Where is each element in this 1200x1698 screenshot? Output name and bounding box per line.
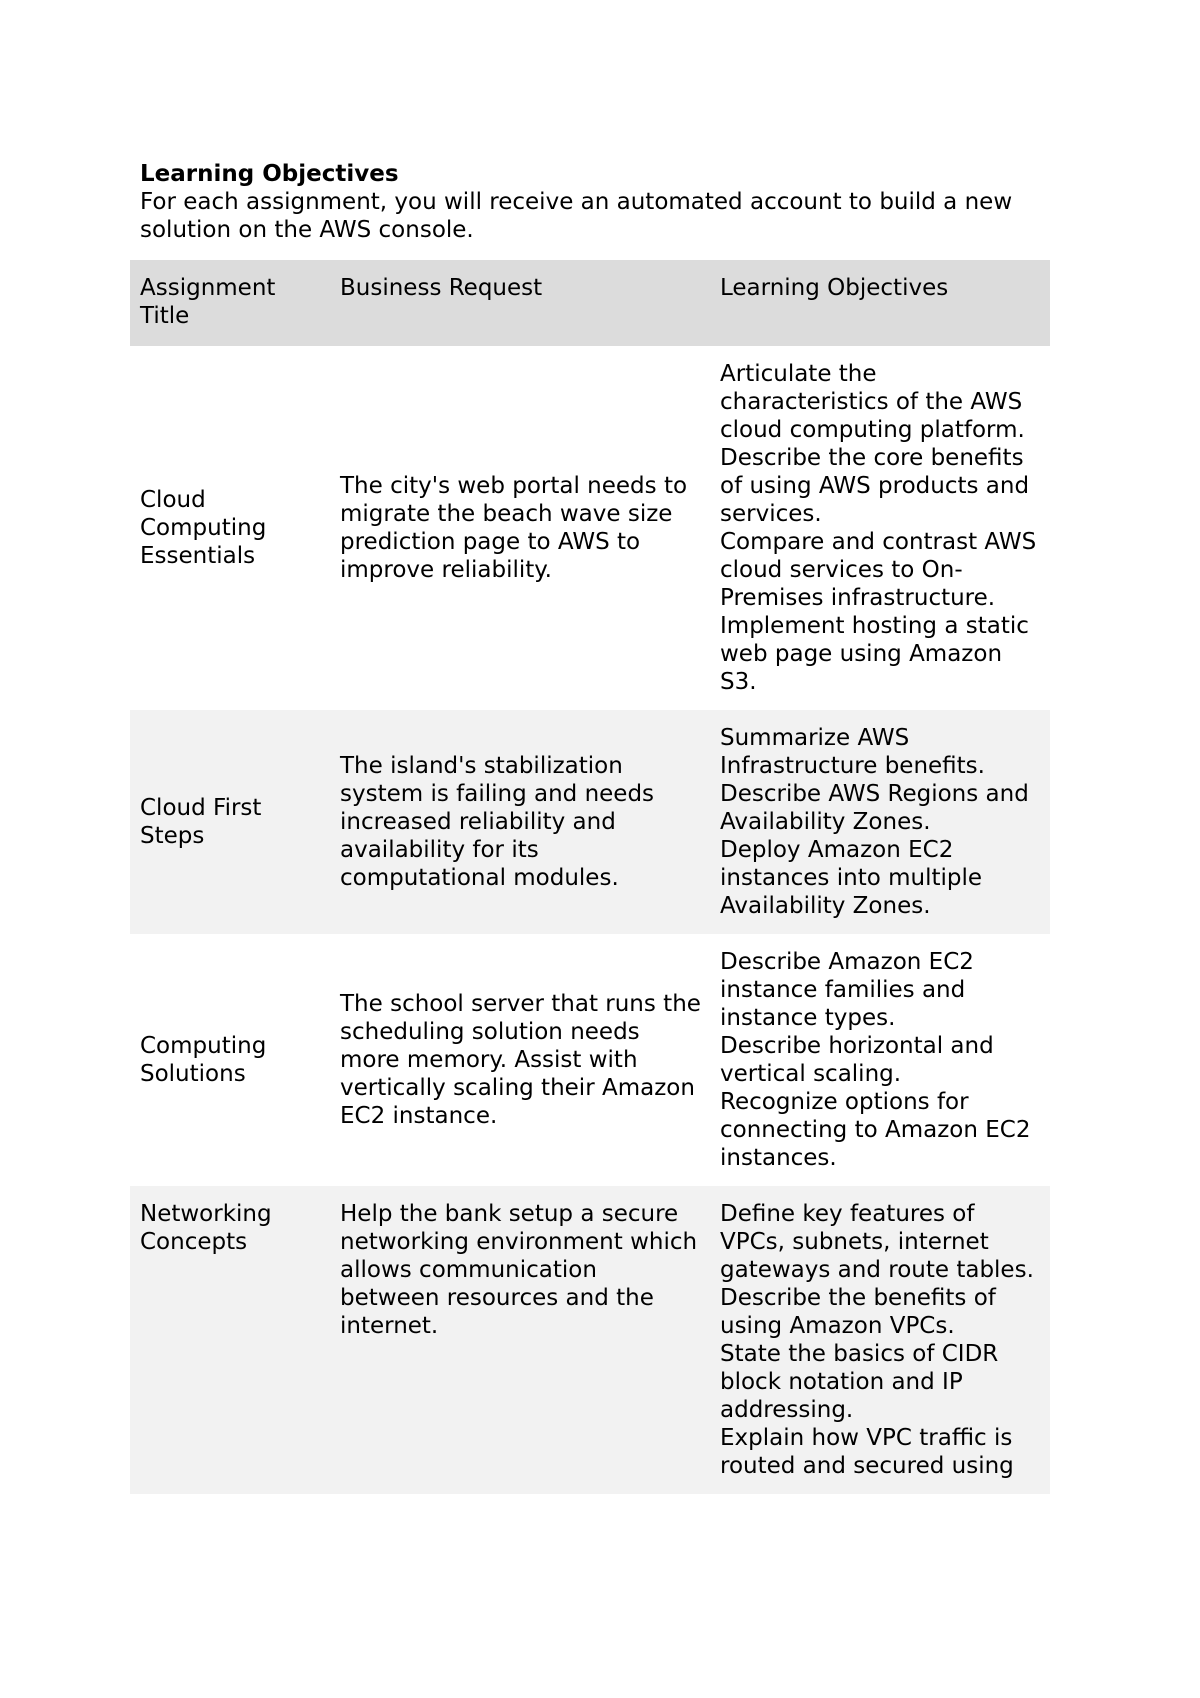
assignment-title-cell: Computing Solutions [140,1033,267,1087]
table-row [130,346,1050,710]
assignment-title-cell: Cloud First Steps [130,710,330,934]
objective-item: Describe the core benefits of using AWS products and services. [720,445,1030,527]
table-row [130,710,1050,934]
learning-objectives-cell [710,934,1050,1186]
business-request-cell: The island's stabilization system is failing and needs increased reliability and availability for its computational modules. [330,710,710,934]
objective-item: Compare and contrast AWS cloud services to On-Premises infrastructure. [720,529,1037,611]
column-header-request: Business Request [330,260,710,346]
document-page [130,161,1050,1494]
business-request-cell: Help the bank setup a secure networking environment which allows communication between resources and the internet. [330,1186,710,1494]
objective-item: State the basics of CIDR block notation and IP addressing. [720,1341,999,1423]
assignment-title-cell: Cloud Computing Essentials [140,487,267,569]
assignments-table [130,260,1050,1494]
objective-item: Summarize AWS Infrastructure benefits. [720,725,985,779]
intro-paragraph: For each assignment, you will receive an automated account to build a new solution on the AWS console. [140,189,1013,243]
table-row [130,934,1050,1186]
section-heading: Learning Objectives [140,161,399,187]
table-header-row [130,260,1050,346]
objective-item: Describe Amazon EC2 instance families and instance types. [720,949,974,1031]
learning-objectives-cell [710,710,1050,934]
business-request-cell: The city's web portal needs to migrate the beach wave size prediction page to AWS to improve reliability. [340,473,688,583]
objective-item: Describe AWS Regions and Availability Zones. [720,781,1029,835]
objective-item: Describe the benefits of using Amazon VPCs. [720,1285,996,1339]
learning-objectives-cell [710,1186,1050,1494]
column-header-title: Assignment Title [130,260,330,346]
objective-item: Deploy Amazon EC2 instances into multiple Availability Zones. [720,837,983,919]
objective-item: Define key features of VPCs, subnets, internet gateways and route tables. [720,1201,1034,1283]
objective-item: Describe horizontal and vertical scaling. [720,1033,994,1087]
learning-objectives-cell [710,346,1050,710]
objective-item: Articulate the characteristics of the AWS cloud computing platform. [720,361,1025,443]
assignment-title-cell: Networking Concepts [130,1186,330,1494]
objective-item: Recognize options for connecting to Amazon EC2 instances. [720,1089,1031,1171]
table-row [130,1186,1050,1494]
objective-item: Explain how VPC traffic is routed and secured using [720,1425,1014,1479]
business-request-cell: The school server that runs the scheduling solution needs more memory. Assist with vertically scaling their Amazon EC2 instance. [340,991,701,1129]
column-header-objectives: Learning Objectives [710,260,1050,346]
objective-item: Implement hosting a static web page using Amazon S3. [720,613,1029,695]
